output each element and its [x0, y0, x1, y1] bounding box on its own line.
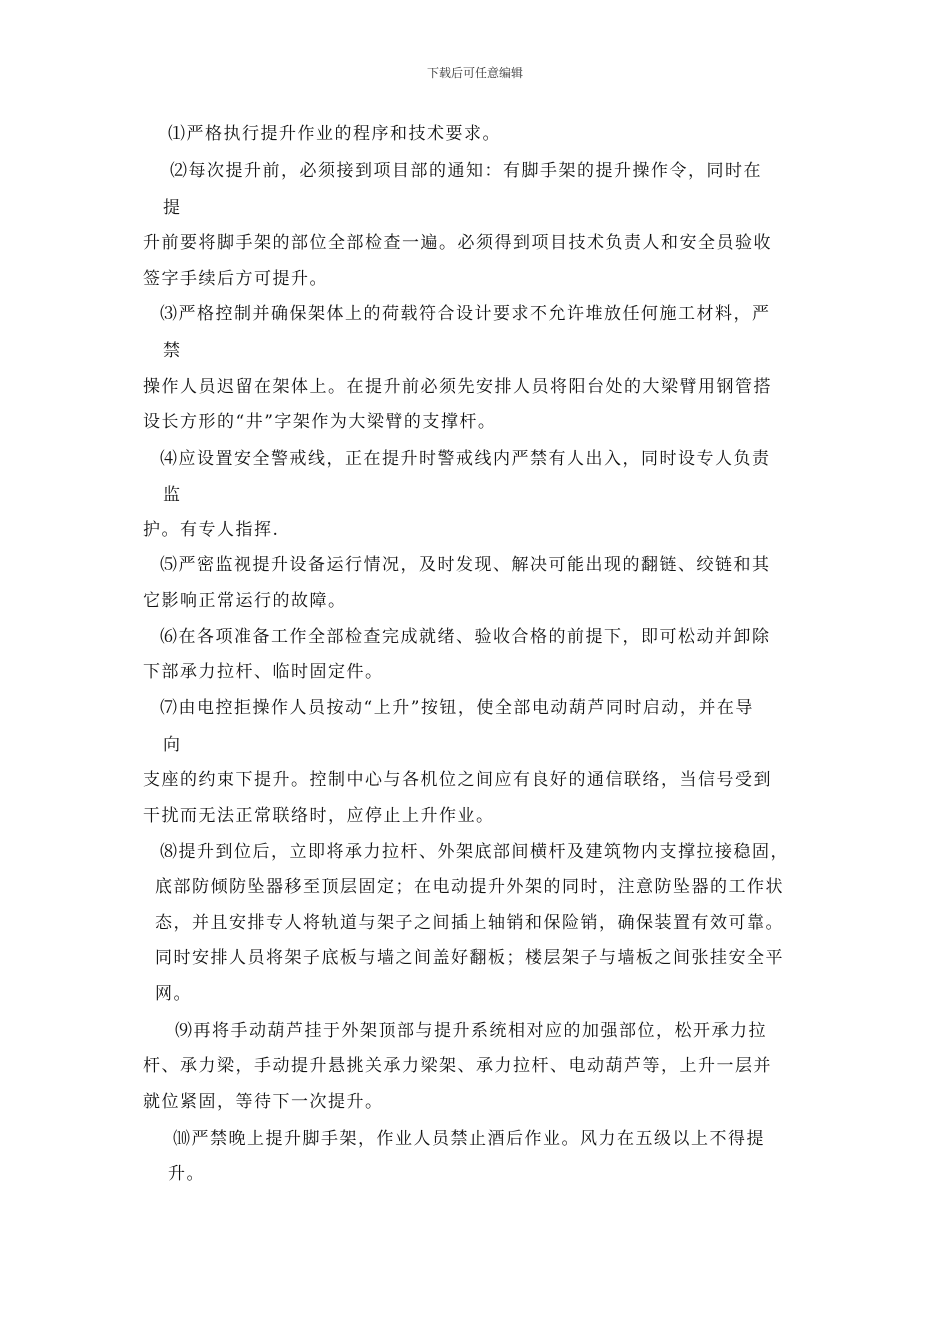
- text-line: 支座的约束下提升。控制中心与各机位之间应有良好的通信联络，当信号受到: [143, 770, 772, 790]
- text-line: 提: [163, 198, 182, 218]
- text-line: 态，并且安排专人将轨道与架子之间插上轴销和保险销，确保装置有效可靠。: [155, 913, 784, 933]
- text-line: 签字手续后方可提升。: [143, 269, 328, 289]
- text-line: 设长方形的“井”字架作为大梁臂的支撑杆。: [143, 412, 497, 432]
- text-line: 升。: [168, 1164, 205, 1184]
- text-line: ⑵每次提升前，必须接到项目部的通知：有脚手架的提升操作令，同时在: [170, 161, 762, 181]
- text-line: ⑶严格控制并确保架体上的荷载符合设计要求不允许堆放任何施工材料，严: [160, 304, 771, 324]
- text-line: 向: [163, 735, 182, 755]
- text-line: 禁: [163, 341, 182, 361]
- text-line: 就位紧固，等待下一次提升。: [143, 1092, 384, 1112]
- text-line: ⑺由电控拒操作人员按动“上升”按钮，使全部电动葫芦同时启动，并在导: [160, 698, 754, 718]
- text-line: 杆、承力梁，手动提升悬挑关承力梁架、承力拉杆、电动葫芦等，上升一层并: [143, 1056, 772, 1076]
- text-line: ⑷应设置安全警戒线，正在提升时警戒线内严禁有人出入，同时设专人负责: [160, 449, 771, 469]
- page-header: 下载后可任意编辑: [426, 66, 523, 80]
- text-line: 监: [163, 485, 182, 505]
- text-line: ⑴严格执行提升作业的程序和技术要求。: [168, 124, 501, 144]
- text-line: 网。: [155, 984, 192, 1004]
- text-line: 同时安排人员将架子底板与墙之间盖好翻板；楼层架子与墙板之间张挂安全平: [155, 948, 784, 968]
- text-line: 干扰而无法正常联络时，应停止上升作业。: [143, 806, 495, 826]
- text-line: ⑹在各项准备工作全部检查完成就绪、验收合格的前提下，即可松动并卸除: [160, 627, 771, 647]
- text-line: 底部防倾防坠器移至顶层固定；在电动提升外架的同时，注意防坠器的工作状: [155, 877, 784, 897]
- text-line: ⑼再将手动葫芦挂于外架顶部与提升系统相对应的加强部位，松开承力拉: [175, 1021, 767, 1041]
- text-line: 它影响正常运行的故障。: [143, 591, 347, 611]
- text-line: ⑽严禁晚上提升脚手架，作业人员禁止酒后作业。风力在五级以上不得提: [173, 1129, 765, 1149]
- text-line: ⑻提升到位后，立即将承力拉杆、外架底部间横杆及建筑物内支撑拉接稳固，: [160, 842, 789, 862]
- text-line: 护。有专人指挥.: [143, 520, 280, 540]
- text-line: 下部承力拉杆、临时固定件。: [143, 662, 384, 682]
- text-line: 操作人员迟留在架体上。在提升前必须先安排人员将阳台处的大梁臂用钢管搭: [143, 377, 772, 397]
- text-line: 升前要将脚手架的部位全部检查一遍。必须得到项目技术负责人和安全员验收: [143, 233, 772, 253]
- text-line: ⑸严密监视提升设备运行情况，及时发现、解决可能出现的翻链、绞链和其: [160, 555, 771, 575]
